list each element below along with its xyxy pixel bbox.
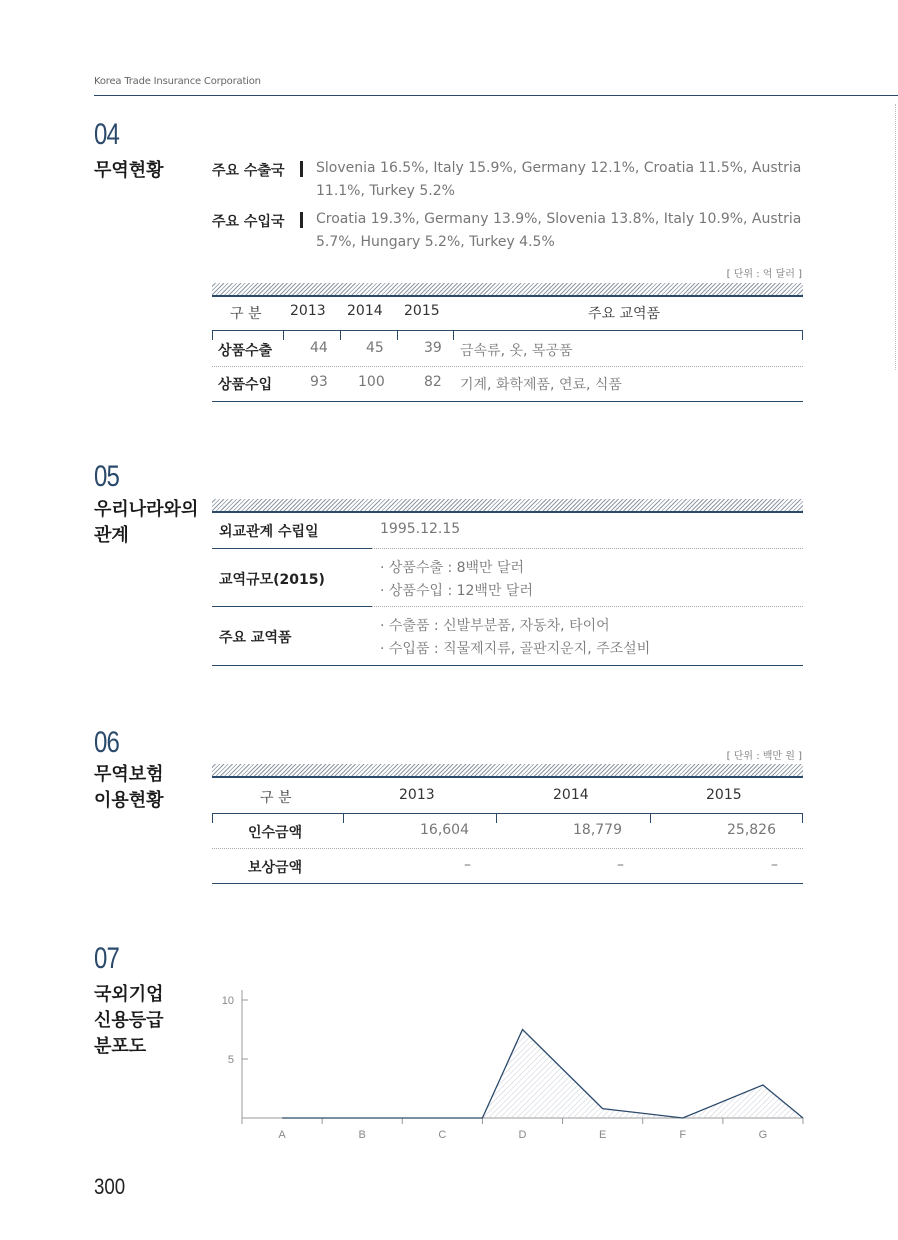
row-label: 상품수출 [218, 343, 273, 359]
table-top-rule [212, 295, 803, 297]
section-number: 06 [94, 726, 120, 759]
cell-value: – [771, 857, 778, 873]
area-fill [282, 1030, 803, 1119]
table-header: 2014 [347, 303, 383, 319]
table-header: 2015 [404, 303, 440, 319]
unit-label: [ 단위 : 백만 원 ] [726, 751, 802, 762]
label-bar [300, 212, 303, 228]
cell-value: · 상품수입 : 12백만 달러 [380, 583, 533, 599]
export-text-2: 11.1%, Turkey 5.2% [316, 183, 455, 199]
header-rule [212, 330, 803, 331]
section-number: 04 [94, 118, 120, 151]
column-tick [802, 813, 803, 823]
x-tick-label: E [598, 1129, 607, 1141]
label-divider [212, 548, 372, 549]
cell-value: 82 [424, 374, 442, 390]
section-title: 무역현황 [94, 160, 164, 181]
table-header: 2014 [553, 787, 589, 803]
label-divider [212, 606, 372, 607]
section-number: 05 [94, 460, 120, 493]
cell-value: – [464, 857, 471, 873]
row-label: 상품수입 [218, 377, 273, 393]
column-tick [283, 330, 284, 340]
table-top-rule [212, 511, 803, 513]
export-text-1: Slovenia 16.5%, Italy 15.9%, Germany 12.1%, Croatia 11.5%, Austria [316, 160, 802, 176]
column-tick [212, 813, 213, 823]
row-divider [212, 848, 803, 849]
import-label: 주요 수입국 [212, 214, 285, 230]
y-tick-label: 10 [221, 995, 234, 1007]
page-number: 300 [94, 1174, 126, 1199]
row-divider [212, 366, 803, 367]
column-tick [397, 330, 398, 340]
row-label: 보상금액 [248, 860, 303, 876]
row-label: 인수금액 [248, 825, 303, 841]
column-tick [650, 813, 651, 823]
side-dotted-rule [895, 104, 896, 370]
table-bottom-rule [212, 883, 803, 884]
table-header: 2013 [290, 303, 326, 319]
cell-value: 18,779 [573, 822, 622, 838]
table-header: 2015 [706, 787, 742, 803]
row-label: 주요 교역품 [219, 630, 292, 646]
row-divider [372, 548, 803, 549]
x-tick-label: C [438, 1129, 447, 1141]
unit-label: [ 단위 : 억 달러 ] [726, 269, 802, 280]
section-title: 우리나라와의 관계 [94, 499, 199, 546]
section-number: 07 [94, 942, 120, 975]
row-label: 교역규모(2015) [219, 572, 325, 588]
label-bar [300, 161, 303, 177]
table-header: 주요 교역품 [588, 306, 661, 322]
x-tick-label: G [758, 1129, 768, 1141]
y-tick-label: 5 [227, 1054, 234, 1066]
cell-value: 93 [310, 374, 328, 390]
table-top-rule [212, 776, 803, 778]
cell-value: · 수출품 : 신발부분품, 자동차, 타이어 [380, 618, 610, 634]
import-text-2: 5.7%, Hungary 5.2%, Turkey 4.5% [316, 234, 555, 250]
import-text-1: Croatia 19.3%, Germany 13.9%, Slovenia 13.8%, Italy 10.9%, Austria [316, 211, 802, 227]
column-tick [343, 813, 344, 823]
section-title: 무역보험 이용현황 [94, 764, 164, 811]
x-tick-label: D [518, 1129, 527, 1141]
cell-value: · 상품수출 : 8백만 달러 [380, 560, 525, 576]
section-title: 국외기업 신용등급 분포도 [94, 984, 164, 1057]
table-header: 구 분 [230, 306, 262, 322]
header-org: Korea Trade Insurance Corporation [94, 76, 261, 87]
hatch-band [212, 283, 803, 295]
cell-value: 39 [424, 340, 442, 356]
cell-value: 45 [366, 340, 384, 356]
column-tick [453, 330, 454, 340]
cell-value: 44 [310, 340, 328, 356]
header-rule [94, 95, 898, 96]
cell-value: 25,826 [727, 822, 776, 838]
row-divider [372, 606, 803, 607]
x-tick-label: F [679, 1129, 687, 1141]
cell-value: 16,604 [420, 822, 469, 838]
export-label: 주요 수출국 [212, 163, 285, 179]
table-bottom-rule [212, 665, 803, 666]
cell-items: 기계, 화학제품, 연료, 식품 [460, 377, 622, 393]
cell-items: 금속류, 옷, 목공품 [460, 343, 573, 359]
cell-value: – [617, 857, 624, 873]
x-tick-label: A [278, 1129, 286, 1141]
table-bottom-rule [212, 401, 803, 402]
table-header: 2013 [399, 787, 435, 803]
column-tick [496, 813, 497, 823]
hatch-band [212, 499, 803, 511]
column-tick [212, 330, 213, 340]
x-tick-label: B [358, 1129, 366, 1141]
row-label: 외교관계 수립일 [219, 524, 319, 540]
cell-value: · 수입품 : 직물제지류, 골판지운지, 주조설비 [380, 641, 651, 657]
cell-value: 1995.12.15 [380, 521, 461, 537]
header-rule [212, 813, 803, 814]
hatch-band [212, 764, 803, 776]
cell-value: 100 [358, 374, 385, 390]
column-tick [340, 330, 341, 340]
credit-rating-chart [220, 990, 810, 1150]
table-header: 구 분 [260, 790, 292, 806]
column-tick [802, 330, 803, 340]
